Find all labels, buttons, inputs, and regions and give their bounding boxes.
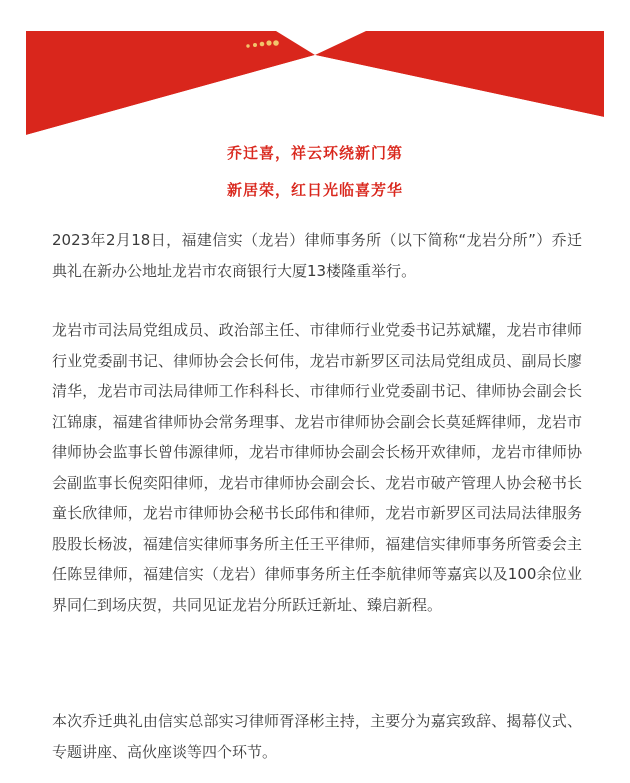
article-paragraph-1: 2023年2月18日，福建信实（龙岩）律师事务所（以下简称“龙岩分所”）乔迁典礼在新办公地址龙岩市农商银行大厦13楼隆重举行。 <box>52 231 582 280</box>
article-paragraph-3: 本次乔迁典礼由信实总部实习律师胥泽彬主持，主要分为嘉宾致辞、揭幕仪式、专题讲座、高伙座谈等四个环节。 <box>52 712 582 761</box>
headline-line-2: 新居荣，红日光临喜芳华 <box>226 181 403 199</box>
decorative-red-banner <box>26 31 604 135</box>
article-paragraph-2: 龙岩市司法局党组成员、政治部主任、市律师行业党委书记苏斌耀，龙岩市律师行业党委副书记、律师协会会长何伟，龙岩市新罗区司法局党组成员、副局长廖清华，龙岩市司法局律师工作科科长、市律师行业党委副书记、律师协会副会长江锦康，福建省律师协会常务理事、龙岩市律师协会副会长莫延辉律师，龙岩市律师协会监事长曾伟源律师，龙岩市律师协会副会长杨开欢律师，龙岩市律师协会副监事长倪奕阳律师，龙岩市律师协会副会长、龙岩市破产管理人协会秘书长童长欣律师，龙岩市律师协会秘书长邱伟和律师，龙岩市新罗区司法局法律服务股股长杨波，福建信实律师事务所主任王平律师，福建信实律师事务所管委会主任陈昱律师，福建信实（龙岩）律师事务所主任李航律师等嘉宾以及100余位业界同仁到场庆贺，共同见证龙岩分所跃迁新址、臻启新程。 <box>52 321 582 614</box>
headline-line-1: 乔迁喜，祥云环绕新门第 <box>226 144 403 162</box>
